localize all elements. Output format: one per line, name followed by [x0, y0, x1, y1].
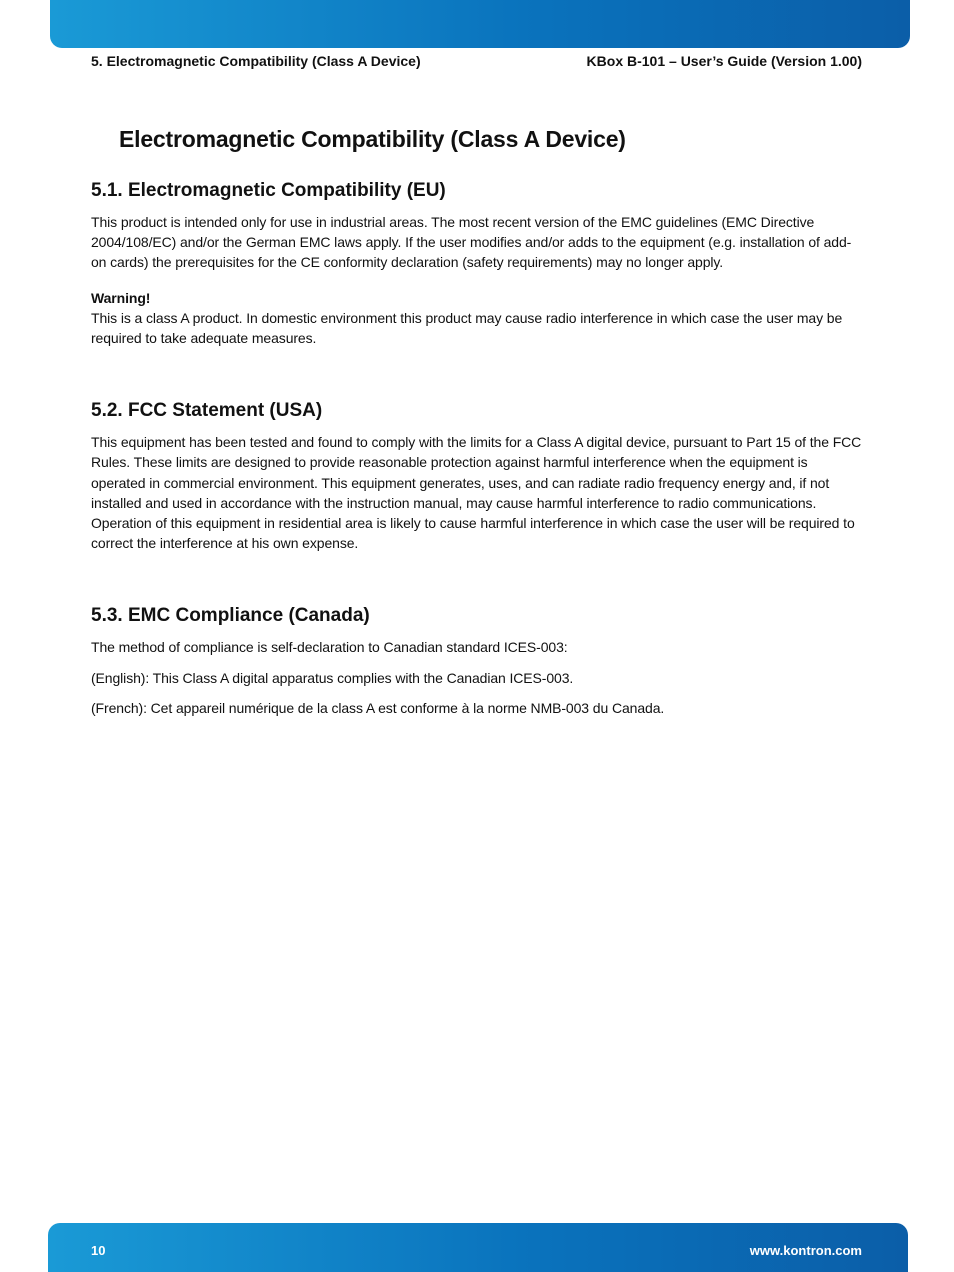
chapter-title: Electromagnetic Compatibility (Class A Device)	[119, 126, 626, 152]
warning-text: This is a class A product. In domestic environment this product may cause radio interference in which case the user may be required to take adequate measures.	[91, 309, 843, 347]
footer-website-link[interactable]: www.kontron.com	[749, 1243, 862, 1258]
canada-english-statement: (English): This Class A digital apparatus complies with the Canadian ICES-003.	[91, 669, 574, 686]
section-body-fcc: This equipment has been tested and found to comply with the limits for a Class A digital device, pursuant to Part 15 of the FCC Rules. These limits are designed to provide reasonable protection against harmful interference when the equipment is operated in commercial environment. This equipment generates, uses, and can radiate radio frequency energy and, if not installed and used in accordance with the instruction manual, may cause harmful interference to radio communications. Operation of this equipment in residential area is likely to cause harmful interference in which case the user will be required to correct the interference at his own expense.	[91, 434, 862, 552]
running-header-guide-title: KBox B-101 – User’s Guide (Version 1.00)	[586, 53, 862, 69]
section-heading-eu: 5.1. Electromagnetic Compatibility (EU)	[91, 180, 446, 201]
section-heading-fcc: 5.2. FCC Statement (USA)	[91, 400, 323, 422]
canada-compliance-method: The method of compliance is self-declaration to Canadian standard ICES-003:	[91, 639, 568, 656]
page-number: 10	[91, 1243, 106, 1258]
section-heading-canada: 5.3. EMC Compliance (Canada)	[91, 605, 370, 627]
section-body-eu: This product is intended only for use in industrial areas. The most recent version of the EMC guidelines (EMC Directive 2004/108/EC) and/or the German EMC laws apply. If the user modifies and/or adds to the equipment (e.g. installation of add-on cards) the prerequisites for the CE conformity declaration (safety requirements) may no longer apply.	[91, 214, 852, 271]
header-banner	[50, 0, 910, 48]
page-content	[91, 122, 863, 718]
warning-label: Warning!	[91, 289, 151, 306]
canada-french-statement: (French): Cet appareil numérique de la class A est conforme à la norme NMB-003 du Canada.	[91, 699, 665, 716]
running-header-chapter: 5. Electromagnetic Compatibility (Class A Device)	[91, 53, 421, 69]
